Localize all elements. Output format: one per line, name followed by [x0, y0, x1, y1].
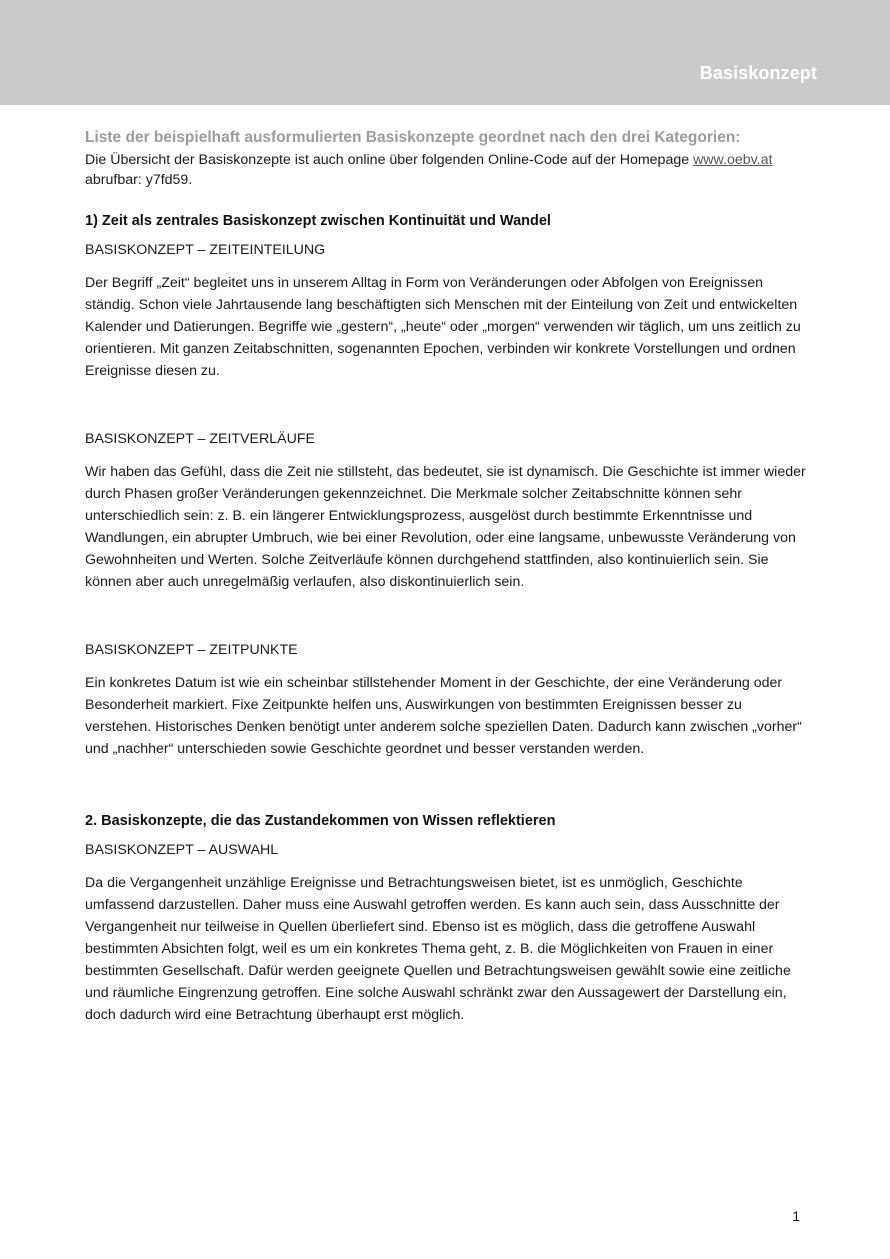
- document-content: [85, 128, 810, 1026]
- homepage-link[interactable]: www.oebv.at: [693, 152, 773, 168]
- intro-text-before-link: Die Übersicht der Basiskonzepte ist auch online über folgenden Online-Code auf der Homepage: [85, 152, 694, 168]
- concept-text-zeitverlaeufe: Wir haben das Gefühl, dass die Zeit nie stillsteht, das bedeutet, sie ist dynamisch. Die Geschichte ist immer wieder durch Phasen großer Veränderungen gekennzeichnet. Die Merkmale solcher Zeitabschnitte können sehr unterschiedlich sein: z. B. ein längerer Entwicklungsprozess, ausgelöst durch bestimmte Erkenntnisse und Wandlungen, ein abrupter Umbruch, wie bei einer Revolution, oder eine langsame, unbewusste Veränderung von Gewohnheiten und Werten. Solche Zeitverläufe können durchgehend stattfinden, also kontinuierlich sein. Sie können aber auch unregelmäßig verlaufen, also diskontinuierlich sein.: [85, 464, 806, 590]
- concept-text-auswahl: Da die Vergangenheit unzählige Ereignisse und Betrachtungsweisen bietet, ist es unmöglich, Geschichte umfassend darzustellen. Daher muss eine Auswahl getroffen werden. Es kann auch sein, dass Ausschnitte der Vergangenheit nur teilweise in Quellen überliefert sind. Ebenso ist es möglich, dass die getroffene Auswahl bestimmten Absichten folgt, weil es um ein konkretes Thema geht, z. B. die Möglichkeiten von Frauen in einer bestimmten Gesellschaft. Dafür werden geeignete Quellen und Betrachtungsweisen gewählt sowie eine zeitliche und räumliche Eingrenzung getroffen. Eine solche Auswahl schränkt zwar den Aussagewert der Darstellung ein, doch dadurch wird eine Betrachtung überhaupt erst möglich.: [85, 875, 791, 1023]
- section-2-heading: 2. Basiskonzepte, die das Zustandekommen von Wissen reflektieren: [85, 813, 556, 829]
- header-band: [0, 0, 890, 105]
- concept-title-auswahl: BASISKONZEPT – AUSWAHL: [85, 842, 279, 858]
- concept-text-zeiteinteilung: Der Begriff „Zeit“ begleitet uns in unserem Alltag in Form von Veränderungen oder Abfolgen von Ereignissen ständig. Schon viele Jahrtausende lang beschäftigten sich Menschen mit der Einteilung von Zeit und entwickelten Kalender und Datierungen. Begriffe wie „gestern“, „heute“ oder „morgen“ verwenden wir täglich, um uns zeitlich zu orientieren. Mit ganzen Zeitabschnitten, sogenannten Epochen, verbinden wir konkrete Vorstellungen und ordnen Ereignisse diesen zu.: [85, 275, 801, 379]
- intro-heading: Liste der beispielhaft ausformulierten Basiskonzepte geordnet nach den drei Kategorien:: [85, 129, 741, 146]
- intro-text: [85, 150, 810, 190]
- concept-title-zeitverlaeufe: BASISKONZEPT – ZEITVERLÄUFE: [85, 431, 315, 447]
- header-title: Basiskonzept: [699, 63, 817, 83]
- concept-text-zeitpunkte: Ein konkretes Datum ist wie ein scheinbar stillstehender Moment in der Geschichte, der eine Veränderung oder Besonderheit markiert. Fixe Zeitpunkte helfen uns, Auswirkungen von bestimmten Ereignissen besser zu verstehen. Historisches Denken benötigt unter anderem solche speziellen Daten. Dadurch kann zwischen „vorher“ und „nachher“ unterschieden sowie Geschichte geordnet und besser verstanden werden.: [85, 675, 802, 757]
- intro-text-after-link: abrufbar: y7fd59.: [85, 172, 193, 188]
- concept-title-zeitpunkte: BASISKONZEPT – ZEITPUNKTE: [85, 642, 298, 658]
- concept-title-zeiteinteilung: BASISKONZEPT – ZEITEINTEILUNG: [85, 242, 326, 258]
- page-number: 1: [792, 1208, 800, 1224]
- section-1-heading: 1) Zeit als zentrales Basiskonzept zwischen Kontinuität und Wandel: [85, 213, 551, 229]
